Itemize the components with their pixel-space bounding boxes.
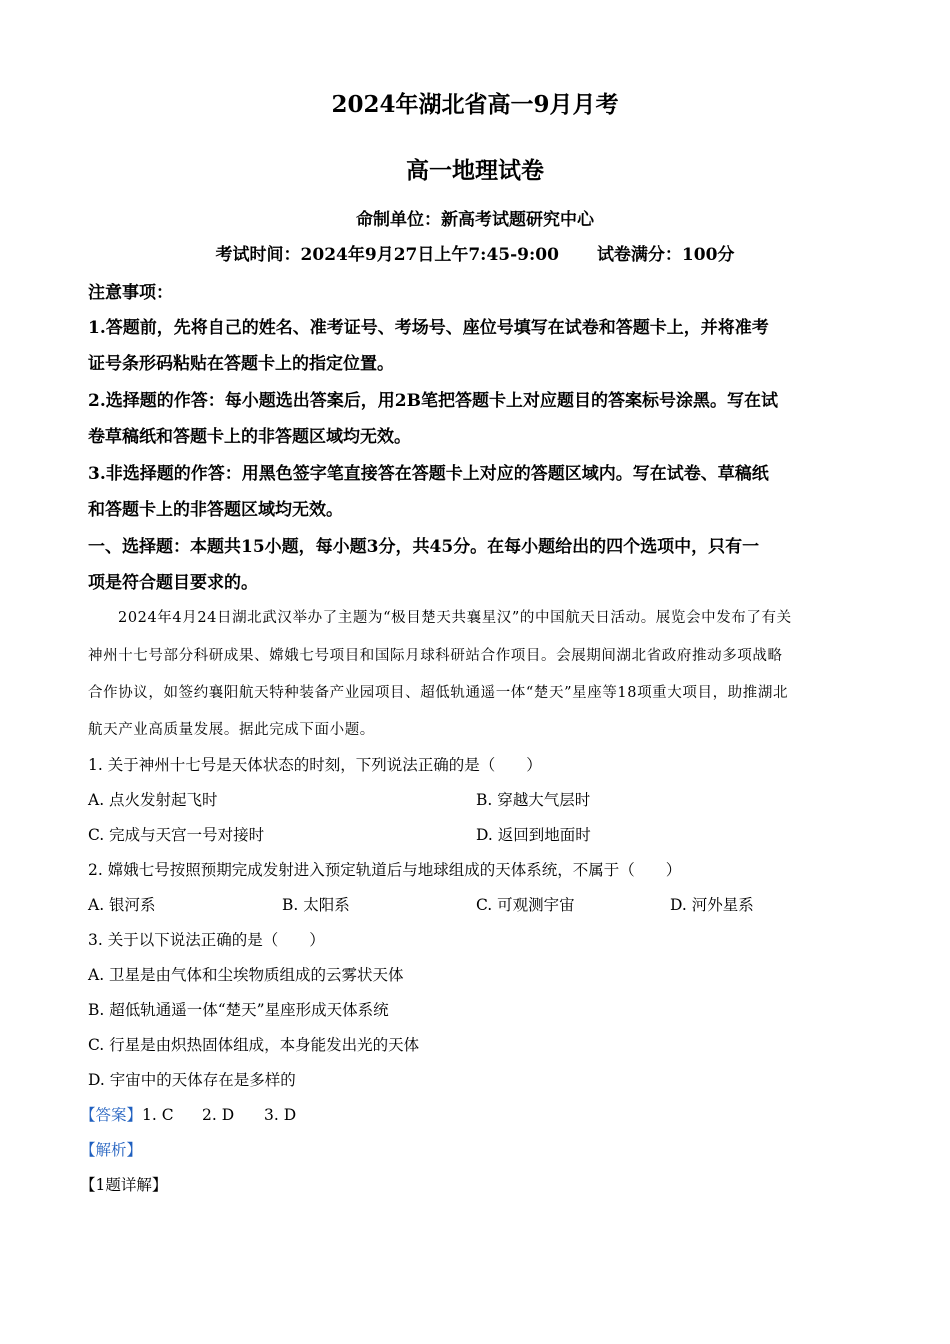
- answer-label: 【答案】: [80, 1106, 143, 1124]
- compiler-unit: 命制单位：新高考试题研究中心: [356, 210, 594, 230]
- passage-line: 神州十七号部分科研成果、嫦娥七号项目和国际月球科研站合作项目。会展期间湖北省政府推动多项战略: [88, 648, 783, 664]
- notice-line: 卷草稿纸和答题卡上的非答题区域均无效。: [88, 427, 411, 447]
- notice-line: 3.非选择题的作答：用黑色签字笔直接答在答题卡上对应的答题区域内。写在试卷、草稿纸: [88, 464, 769, 484]
- full-score: 试卷满分：100分: [596, 245, 735, 265]
- question-3-stem: 3. 关于以下说法正确的是（ ）: [88, 931, 325, 949]
- notice-line: 证号条形码粘贴在答题卡上的指定位置。: [88, 354, 394, 374]
- notice-line: 2.选择题的作答：每小题选出答案后，用2B笔把答题卡上对应题目的答案标号涂黑。写在试: [88, 391, 778, 411]
- section-heading: 项是符合题目要求的。: [88, 573, 258, 593]
- exam-info: [0, 240, 950, 265]
- question-2-stem: 2. 嫦娥七号按照预期完成发射进入预定轨道后与地球组成的天体系统，不属于（ ）: [88, 861, 682, 879]
- answer-1: 1. C: [142, 1106, 174, 1124]
- detail-label: 【1题详解】: [80, 1176, 168, 1194]
- notice-line: 和答题卡上的非答题区域均无效。: [88, 500, 343, 520]
- exam-title: 2024年湖北省高一9月月考: [331, 91, 619, 118]
- exam-subtitle: 高一地理试卷: [406, 157, 544, 184]
- answer-3: 3. D: [264, 1106, 297, 1124]
- answer-2: 2. D: [202, 1106, 235, 1124]
- section-heading: 一、选择题：本题共15小题，每小题3分，共45分。在每小题给出的四个选项中，只有一: [88, 537, 760, 557]
- question-2-option-b: B. 太阳系: [282, 896, 350, 914]
- question-3-option-d: D. 宇宙中的天体存在是多样的: [88, 1071, 296, 1089]
- question-3-option-b: B. 超低轨通遥一体“楚天”星座形成天体系统: [88, 1001, 389, 1019]
- question-2-option-d: D. 河外星系: [670, 896, 754, 914]
- question-1-option-b: B. 穿越大气层时: [476, 791, 591, 809]
- question-3-option-a: A. 卫星是由气体和尘埃物质组成的云雾状天体: [88, 966, 404, 984]
- notice-heading: 注意事项：: [88, 283, 173, 303]
- question-3-option-c: C. 行星是由炽热固体组成，本身能发出光的天体: [88, 1036, 420, 1054]
- notice-line: 1.答题前，先将自己的姓名、准考证号、考场号、座位号填写在试卷和答题卡上，并将准考: [88, 318, 769, 338]
- question-1-option-a: A. 点火发射起飞时: [88, 791, 218, 809]
- passage-line: 2024年4月24日湖北武汉举办了主题为“极目楚天共襄星汉”的中国航天日活动。展览会中发布了有关: [118, 610, 792, 626]
- exam-time: 考试时间：2024年9月27日上午7:45-9:00: [215, 245, 559, 265]
- question-1-option-d: D. 返回到地面时: [476, 826, 591, 844]
- analysis-label: 【解析】: [80, 1141, 143, 1159]
- passage-line: 航天产业高质量发展。据此完成下面小题。: [88, 722, 375, 738]
- question-2-option-c: C. 可观测宇宙: [476, 896, 575, 914]
- question-1-option-c: C. 完成与天宫一号对接时: [88, 826, 265, 844]
- answer-line: [80, 1103, 296, 1125]
- passage-line: 合作协议，如签约襄阳航天特种装备产业园项目、超低轨通遥一体“楚天”星座等18项重大项目，助推湖北: [88, 685, 789, 701]
- question-2-option-a: A. 银河系: [88, 896, 156, 914]
- question-1-stem: 1. 关于神州十七号是天体状态的时刻，下列说法正确的是（ ）: [88, 756, 542, 774]
